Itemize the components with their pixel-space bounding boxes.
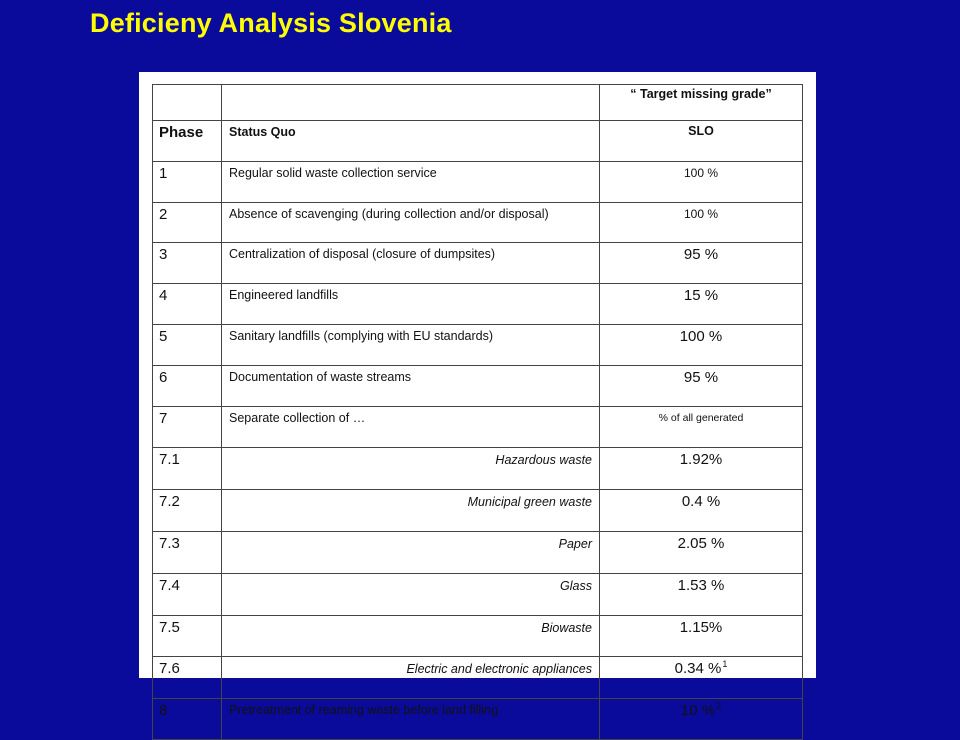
- footnote-marker: 2: [716, 701, 722, 712]
- slide-title: Deficieny Analysis Slovenia: [90, 8, 452, 38]
- waste-type-cell: Electric and electronic appliances: [222, 657, 600, 699]
- phase-cell: 8: [153, 699, 222, 740]
- slo-value-text: 0.34 %: [674, 660, 722, 678]
- waste-type-cell: Hazardous waste: [222, 448, 600, 490]
- phase-cell: 7.6: [153, 657, 222, 699]
- table-cell-empty: [153, 85, 222, 121]
- table-row: [153, 699, 803, 740]
- table-row: [153, 161, 803, 202]
- slo-value-text: 100 %: [683, 165, 719, 180]
- waste-type-cell: Glass: [222, 573, 600, 615]
- phase-cell: 6: [153, 365, 222, 406]
- waste-type-cell: Biowaste: [222, 615, 600, 657]
- slo-value-text: 1.53 %: [677, 576, 725, 594]
- phase-cell: 7.2: [153, 490, 222, 532]
- slo-value-text: % of all generated: [658, 411, 744, 424]
- status-quo-cell: Separate collection of …: [222, 406, 600, 448]
- slo-value-text: 15 %: [683, 287, 719, 305]
- slo-value-cell: [600, 531, 803, 573]
- table-row: [153, 202, 803, 243]
- table-row: [153, 243, 803, 284]
- phase-cell: 7.4: [153, 573, 222, 615]
- status-quo-cell: Sanitary landfills (complying with EU standards): [222, 324, 600, 365]
- slo-value-cell: [600, 161, 803, 202]
- phase-cell: 3: [153, 243, 222, 284]
- status-quo-cell: Engineered landfills: [222, 284, 600, 325]
- slo-value-text: 10 %: [680, 702, 716, 720]
- slo-value-cell: [600, 490, 803, 532]
- phase-cell: 7.3: [153, 531, 222, 573]
- status-quo-cell: Regular solid waste collection service: [222, 161, 600, 202]
- slo-value-text: 95 %: [683, 246, 719, 264]
- phase-cell: 1: [153, 161, 222, 202]
- slo-value-cell: [600, 365, 803, 406]
- table-header-target-row: [153, 85, 803, 121]
- phase-cell: 5: [153, 324, 222, 365]
- table-row: [153, 406, 803, 448]
- slo-value-cell: [600, 202, 803, 243]
- phase-column-header: Phase: [153, 121, 222, 162]
- slo-value-cell: [600, 406, 803, 448]
- slo-value-text: 95 %: [683, 368, 719, 386]
- table-row: [153, 365, 803, 406]
- phase-cell: 7.1: [153, 448, 222, 490]
- table-row: [153, 490, 803, 532]
- phase-cell: 7: [153, 406, 222, 448]
- table-row: [153, 284, 803, 325]
- footnote-marker: 1: [722, 659, 728, 670]
- status-quo-column-header: Status Quo: [222, 121, 600, 162]
- phase-cell: 7.5: [153, 615, 222, 657]
- phase-cell: 4: [153, 284, 222, 325]
- status-quo-cell: Pretreatment of reaming waste before land filling: [222, 699, 600, 740]
- slo-value-cell: [600, 448, 803, 490]
- slo-value-cell: [600, 284, 803, 325]
- slo-value-cell: [600, 615, 803, 657]
- table-header-row: [153, 121, 803, 162]
- status-quo-cell: Documentation of waste streams: [222, 365, 600, 406]
- document-page: [139, 72, 816, 720]
- deficiency-table: [152, 84, 803, 740]
- status-quo-cell: Centralization of disposal (closure of dumpsites): [222, 243, 600, 284]
- waste-type-cell: Municipal green waste: [222, 490, 600, 532]
- slo-column-header: SLO: [600, 121, 803, 162]
- table-row: [153, 573, 803, 615]
- slo-value-text: 100 %: [679, 327, 723, 345]
- slo-value-cell: [600, 243, 803, 284]
- table-row: [153, 448, 803, 490]
- slo-value-text: 1.92%: [679, 451, 723, 469]
- table-row: [153, 615, 803, 657]
- status-quo-cell: Absence of scavenging (during collection and/or disposal): [222, 202, 600, 243]
- slo-value-cell: [600, 657, 803, 699]
- phase-cell: 2: [153, 202, 222, 243]
- table-cell-empty: [222, 85, 600, 121]
- table-row: [153, 657, 803, 699]
- waste-type-cell: Paper: [222, 531, 600, 573]
- slo-value-cell: [600, 573, 803, 615]
- table-row: [153, 324, 803, 365]
- slo-value-text: 100 %: [683, 206, 719, 221]
- target-missing-grade-header: “ Target missing grade”: [600, 85, 803, 121]
- slo-value-cell: [600, 699, 803, 740]
- slo-value-text: 0.4 %: [681, 493, 721, 511]
- slo-value-text: 1.15%: [679, 618, 723, 636]
- slo-value-cell: [600, 324, 803, 365]
- slo-value-text: 2.05 %: [677, 534, 725, 552]
- table-row: [153, 531, 803, 573]
